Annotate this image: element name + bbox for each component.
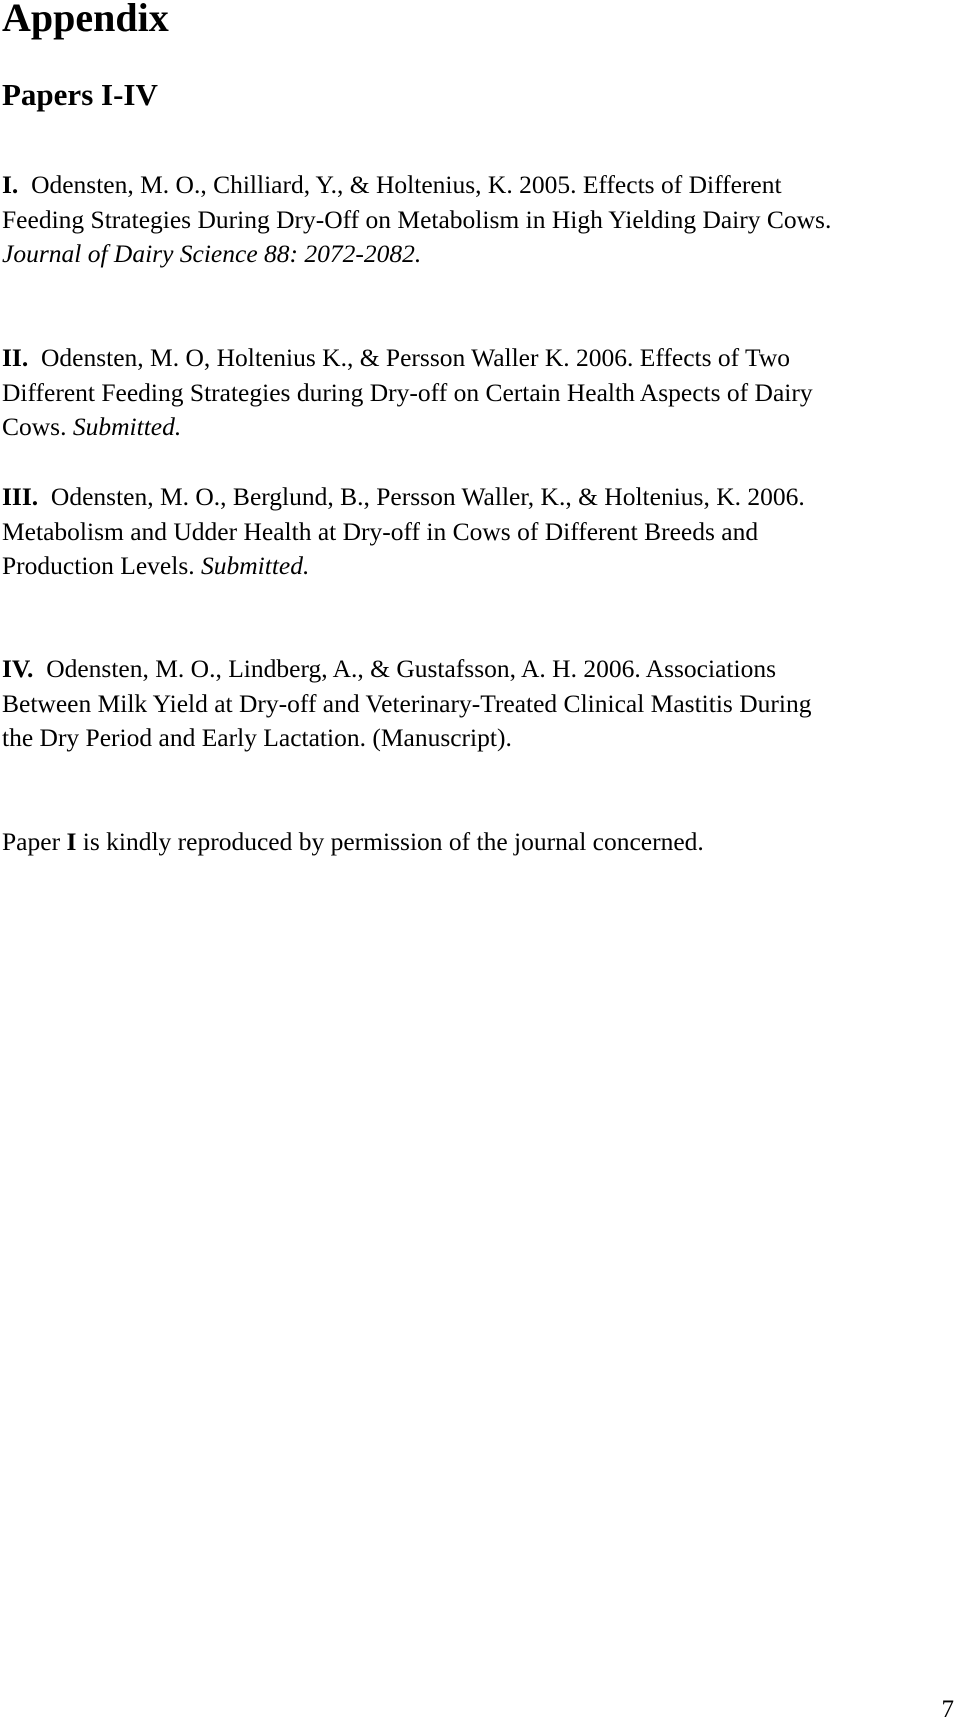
paper-entry-line [2, 341, 958, 376]
permission-note [2, 825, 704, 860]
paper-entry-1 [2, 168, 958, 272]
paper-citation-text: Metabolism and Udder Health at Dry-off in Cows of Different Breeds and [2, 516, 759, 546]
paper-citation-text: Odensten, M. O., Lindberg, A., & Gustafsson, A. H. 2006. Associations [46, 654, 776, 683]
paper-citation-text: Odensten, M. O, Holtenius K., & Persson Waller K. 2006. Effects of Two [40, 343, 791, 372]
paper-entry-2 [2, 341, 958, 445]
paper-citation-text: the Dry Period and Early Lactation. (Manuscript). [2, 723, 512, 752]
paper-citation-text: Odensten, M. O., Chilliard, Y., & Holtenius, K. 2005. Effects of Different [31, 170, 782, 199]
page-number: 7 [941, 1696, 954, 1723]
appendix-heading: Appendix [2, 0, 169, 40]
papers-subheading: Papers I-IV [2, 77, 158, 112]
paper-entry-3 [2, 480, 958, 584]
note-emphasis: I [66, 827, 77, 856]
paper-entry-line [2, 168, 958, 203]
paper-citation-text: Different Feeding Strategies during Dry-off on Certain Health Aspects of Dairy [2, 377, 813, 407]
note-prefix: Paper [2, 827, 61, 856]
note-suffix: is kindly reproduced by permission of the journal concerned. [82, 827, 704, 856]
paper-status: Submitted. [201, 551, 310, 580]
paper-entry-line [2, 652, 958, 687]
paper-citation-text: Odensten, M. O., Berglund, B., Persson Waller, K., & Holtenius, K. 2006. [50, 482, 805, 511]
paper-entry-4 [2, 652, 958, 756]
paper-citation-text: Cows. [2, 412, 67, 441]
paper-journal: Journal of Dairy Science 88: 2072-2082. [2, 239, 422, 268]
paper-citation-text: Between Milk Yield at Dry-off and Veterinary-Treated Clinical Mastitis During [2, 688, 812, 718]
paper-numeral: II. [2, 343, 29, 372]
paper-entry-line [2, 410, 958, 445]
paper-numeral: I. [2, 170, 19, 199]
paper-status: Submitted. [72, 412, 182, 441]
paper-numeral: IV. [2, 654, 34, 683]
paper-numeral: III. [2, 482, 39, 511]
paper-citation-text: Production Levels. [2, 551, 195, 580]
paper-entry-line [2, 480, 958, 515]
paper-entry-line [2, 549, 958, 584]
paper-citation-text: Feeding Strategies During Dry-Off on Metabolism in High Yielding Dairy Cows. [2, 204, 832, 234]
